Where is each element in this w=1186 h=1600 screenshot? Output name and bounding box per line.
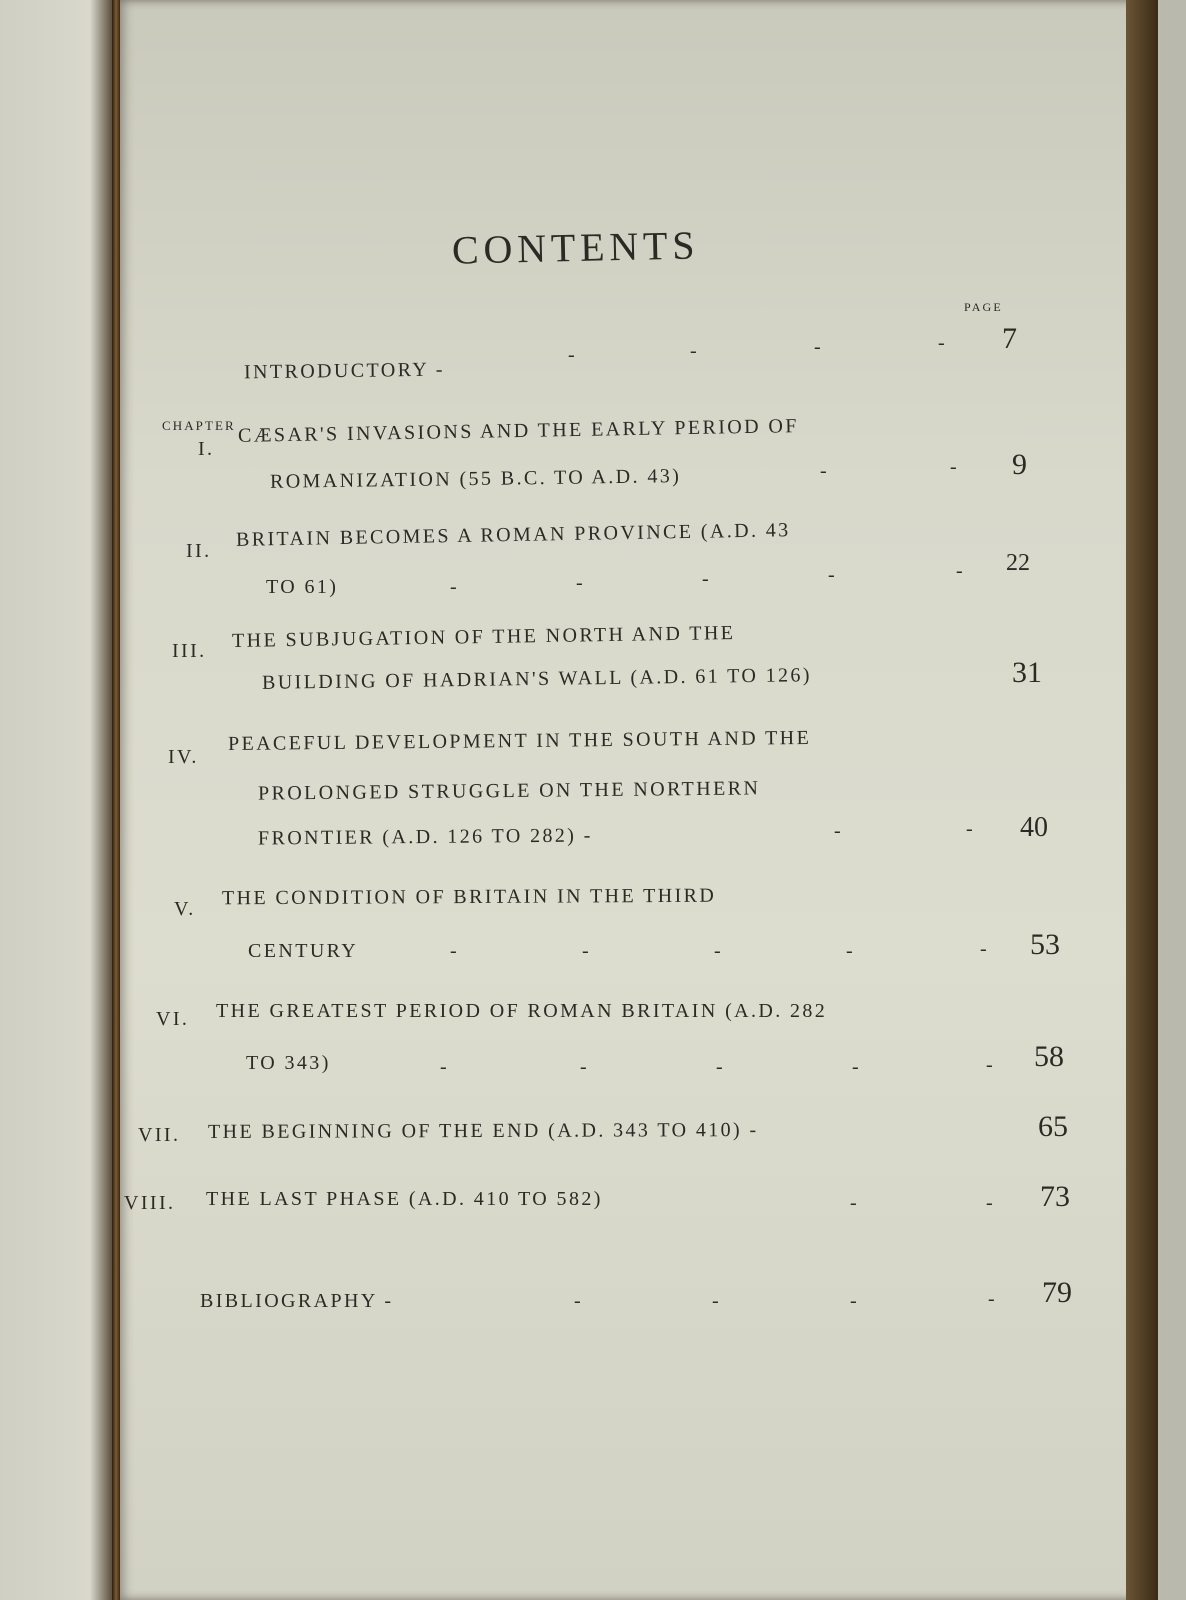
leader-dash: - [574,1290,581,1312]
toc-entry-bibliography: BIBLIOGRAPHY - [200,1290,394,1312]
toc-entry-line: CÆSAR'S INVASIONS AND THE EARLY PERIOD OF [237,415,799,447]
page-number: 73 [1040,1180,1070,1213]
chapter-numeral: II. [186,540,212,562]
page-number: 31 [1012,656,1042,689]
toc-entry-line: THE BEGINNING OF THE END (A.D. 343 TO 410) - [207,1119,759,1143]
page-edge [1126,0,1158,1600]
leader-dash: - [950,456,957,478]
page-number: 65 [1038,1110,1068,1143]
leader-dash: - [702,568,709,590]
leader-dash: - [850,1192,857,1214]
toc-entry-line: FRONTIER (A.D. 126 TO 282) - [257,824,593,850]
leader-dash: - [576,572,583,594]
leader-dash: - [986,1192,993,1214]
page-number: 40 [1020,812,1048,843]
leader-dash: - [568,344,575,366]
page-column-label: PAGE [964,300,1003,314]
leader-dash: - [980,938,987,960]
toc-entry-line: BRITAIN BECOMES A ROMAN PROVINCE (A.D. 43 [235,519,791,551]
leader-dash: - [716,1056,723,1078]
chapter-numeral: VII. [138,1124,181,1146]
leader-dash: - [450,940,457,962]
leader-dash: - [988,1288,995,1310]
toc-entry-line: BUILDING OF HADRIAN'S WALL (A.D. 61 TO 126) [261,664,813,694]
toc-entry-line: THE LAST PHASE (A.D. 410 TO 582) [206,1188,603,1210]
page-number: 7 [1002,322,1017,355]
leader-dash: - [690,340,697,362]
chapter-numeral: I. [198,438,215,460]
toc-entry-line: PEACEFUL DEVELOPMENT IN THE SOUTH AND THE [227,726,812,756]
book-gutter [112,0,120,1600]
toc-entry-line: TO 343) [246,1052,331,1074]
chapter-numeral: VIII. [124,1192,176,1214]
chapter-numeral: VI. [156,1008,190,1030]
chapter-numeral: IV. [168,746,199,768]
chapter-column-label: CHAPTER [162,418,236,433]
page-number: 79 [1042,1276,1072,1309]
leader-dash: - [852,1056,859,1078]
toc-entry-line: THE CONDITION OF BRITAIN IN THE THIRD [221,884,717,910]
leader-dash: - [440,1056,447,1078]
leader-dash: - [828,564,835,586]
page-title: CONTENTS [451,222,700,273]
leader-dash: - [966,818,973,840]
leader-dash: - [850,1290,857,1312]
leader-dash: - [820,460,827,482]
toc-entry-line: CENTURY [248,940,359,962]
leader-dash: - [938,332,945,354]
leader-dash: - [582,940,589,962]
leader-dash: - [834,820,841,842]
toc-entry-line: ROMANIZATION (55 B.C. TO A.D. 43) [269,465,682,493]
leader-dash: - [986,1054,993,1076]
toc-entry-line: THE GREATEST PERIOD OF ROMAN BRITAIN (A.D. 282 [216,1000,828,1022]
toc-entry-introductory: INTRODUCTORY - [243,358,445,384]
leader-dash: - [846,940,853,962]
chapter-numeral: III. [172,640,207,662]
page-number: 22 [1006,550,1030,576]
page-number: 9 [1012,448,1027,481]
leader-dash: - [580,1056,587,1078]
toc-entry-line: THE SUBJUGATION OF THE NORTH AND THE [231,622,736,652]
leader-dash: - [712,1290,719,1312]
toc-entry-line: PROLONGED STRUGGLE ON THE NORTHERN [257,777,761,805]
page-number: 58 [1034,1040,1064,1073]
leader-dash: - [714,940,721,962]
chapter-numeral: V. [174,898,196,920]
page-number: 53 [1030,928,1060,961]
toc-entry-line: TO 61) [266,576,339,598]
leader-dash: - [814,336,821,358]
leader-dash: - [450,576,457,598]
leader-dash: - [956,560,963,582]
